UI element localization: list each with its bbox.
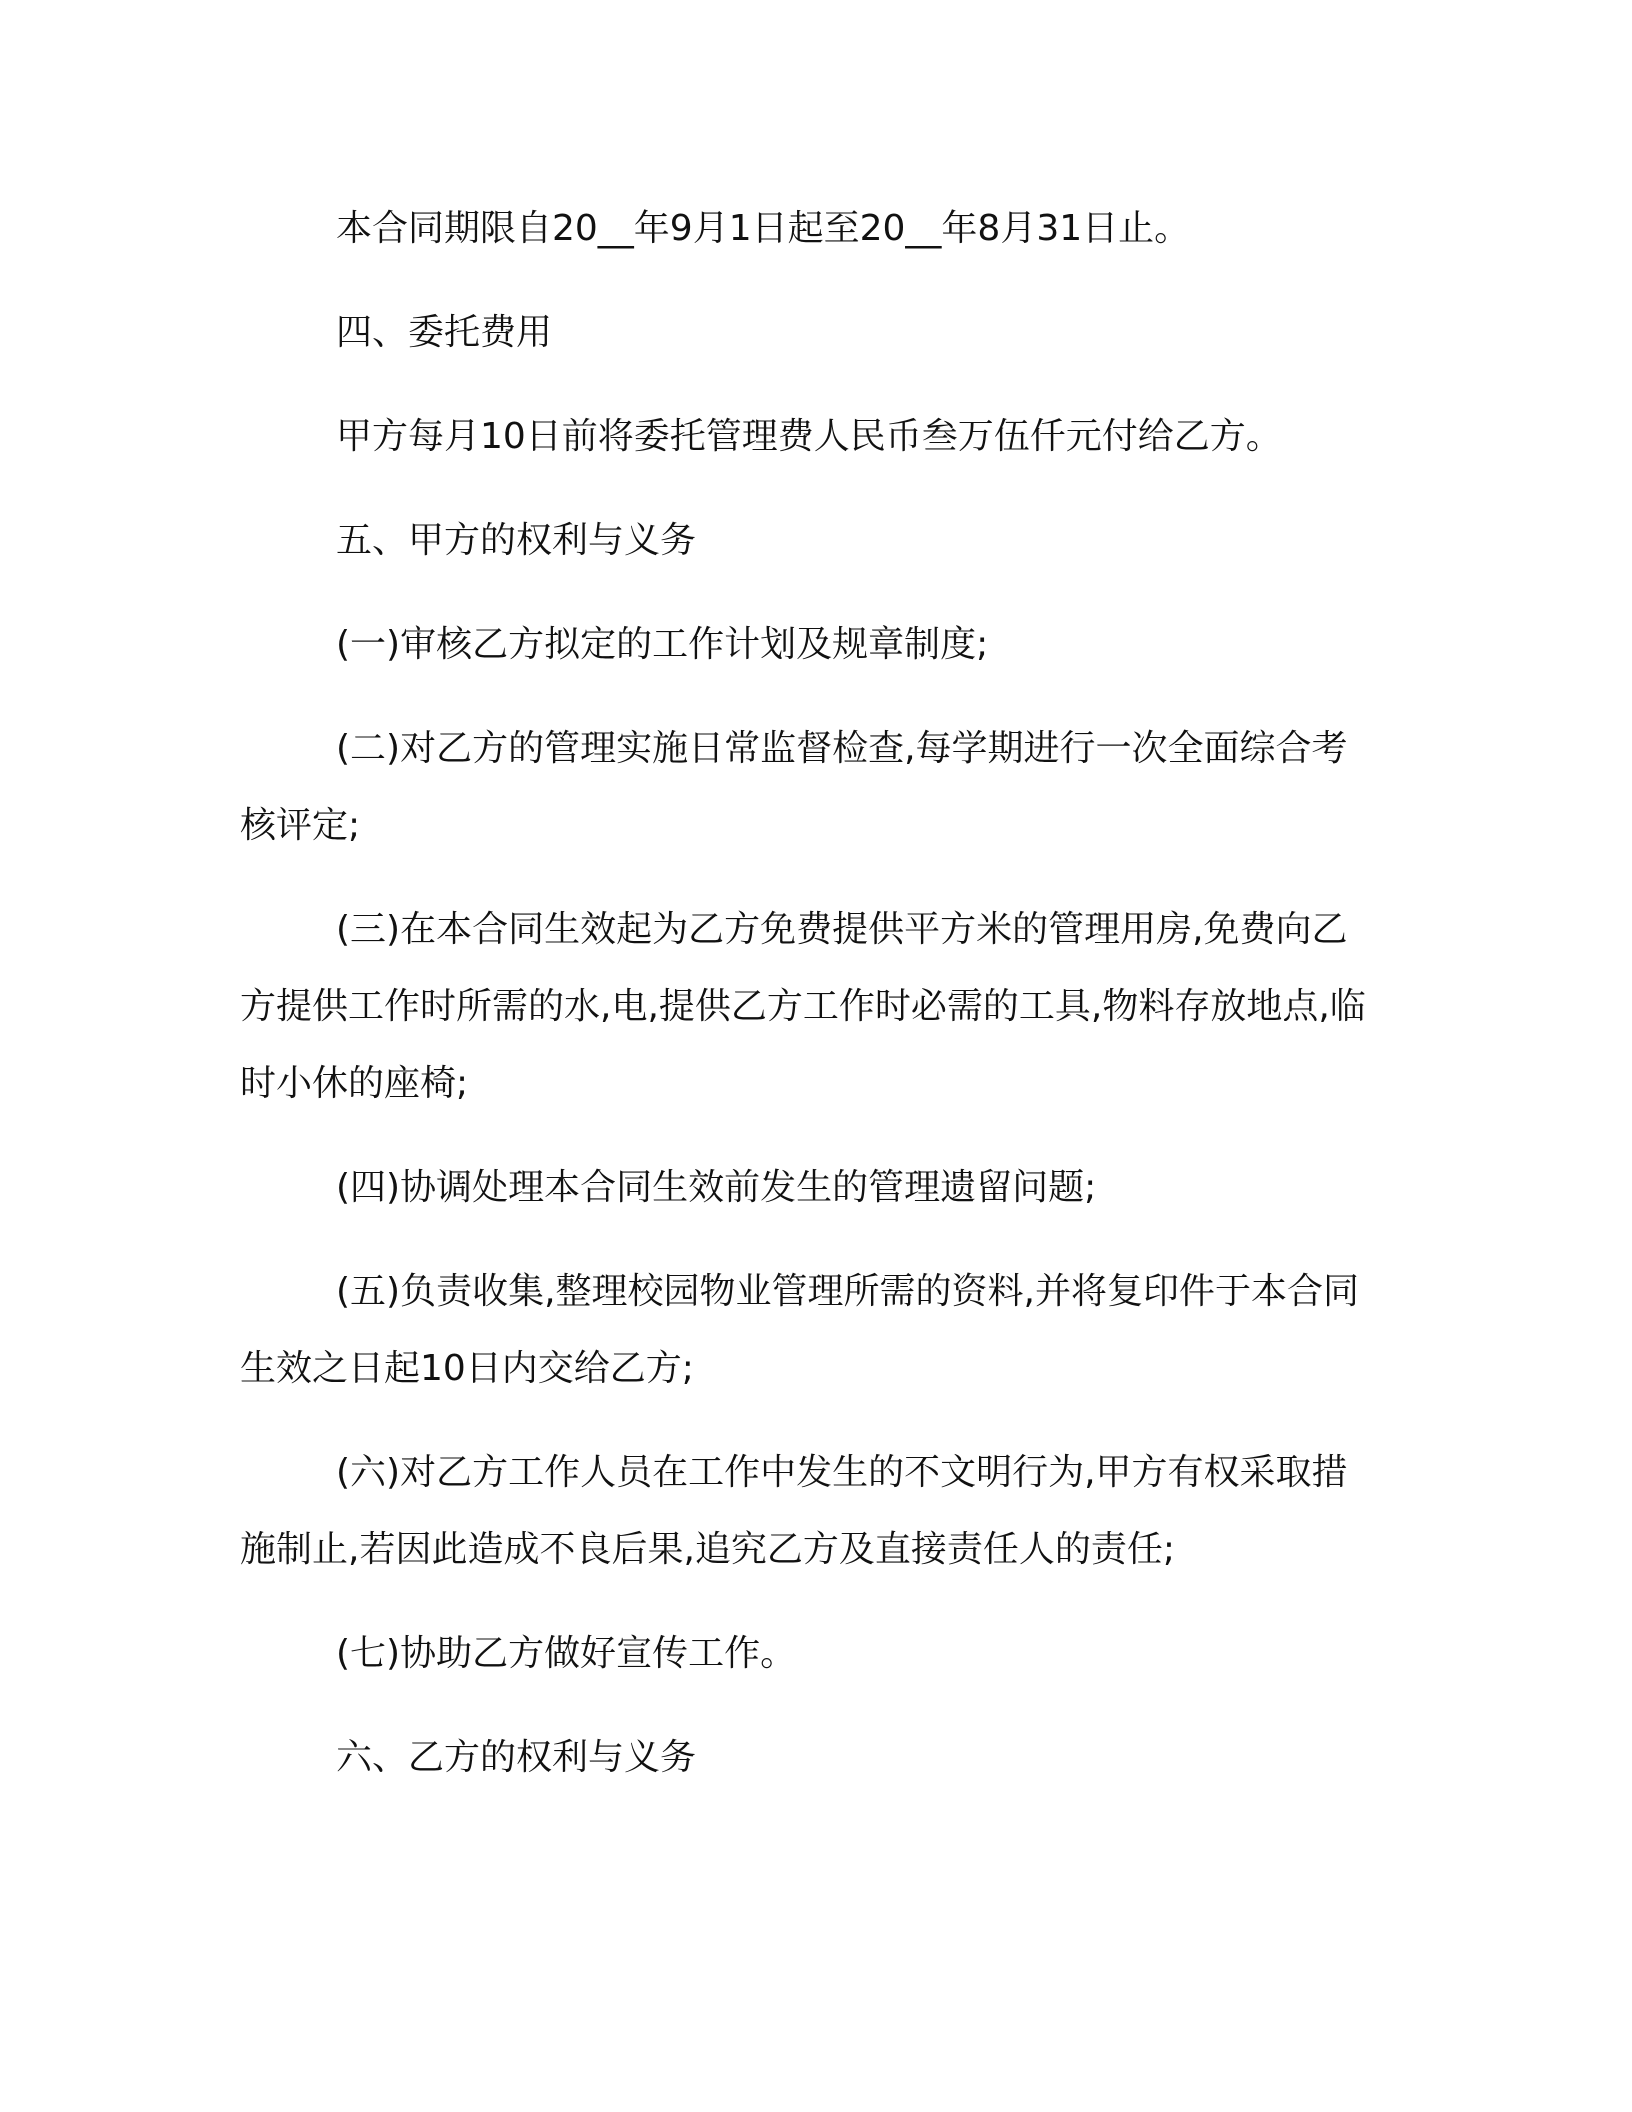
document-body xyxy=(240,190,1382,1796)
clause-a-7: (七)协助乙方做好宣传工作。 xyxy=(336,1633,797,1674)
clause-a-1: (一)审核乙方拟定的工作计划及规章制度; xyxy=(336,624,989,665)
paragraph-contract-term: 本合同期限自20__年9月1日起至20__年8月31日止。 xyxy=(336,208,1191,249)
heading-party-a-rights: 五、甲方的权利与义务 xyxy=(336,520,697,561)
heading-party-b-rights: 六、乙方的权利与义务 xyxy=(336,1737,697,1778)
clause-a-4: (四)协调处理本合同生效前发生的管理遗留问题; xyxy=(336,1167,1097,1208)
clause-a-5: (五)负责收集,整理校园物业管理所需的资料,并将复印件于本合同生效之日起10日内交给乙方; xyxy=(240,1271,1359,1389)
clause-a-2: (二)对乙方的管理实施日常监督检查,每学期进行一次全面综合考核评定; xyxy=(240,728,1348,846)
heading-commission-fee: 四、委托费用 xyxy=(336,312,553,353)
clause-a-6: (六)对乙方工作人员在工作中发生的不文明行为,甲方有权采取措施制止,若因此造成不良后果,追究乙方及直接责任人的责任; xyxy=(240,1452,1348,1570)
clause-a-3: (三)在本合同生效起为乙方免费提供平方米的管理用房,免费向乙方提供工作时所需的水,电,提供乙方工作时必需的工具,物料存放地点,临时小休的座椅; xyxy=(240,909,1366,1104)
paragraph-monthly-fee: 甲方每月10日前将委托管理费人民币叁万伍仟元付给乙方。 xyxy=(336,416,1282,457)
